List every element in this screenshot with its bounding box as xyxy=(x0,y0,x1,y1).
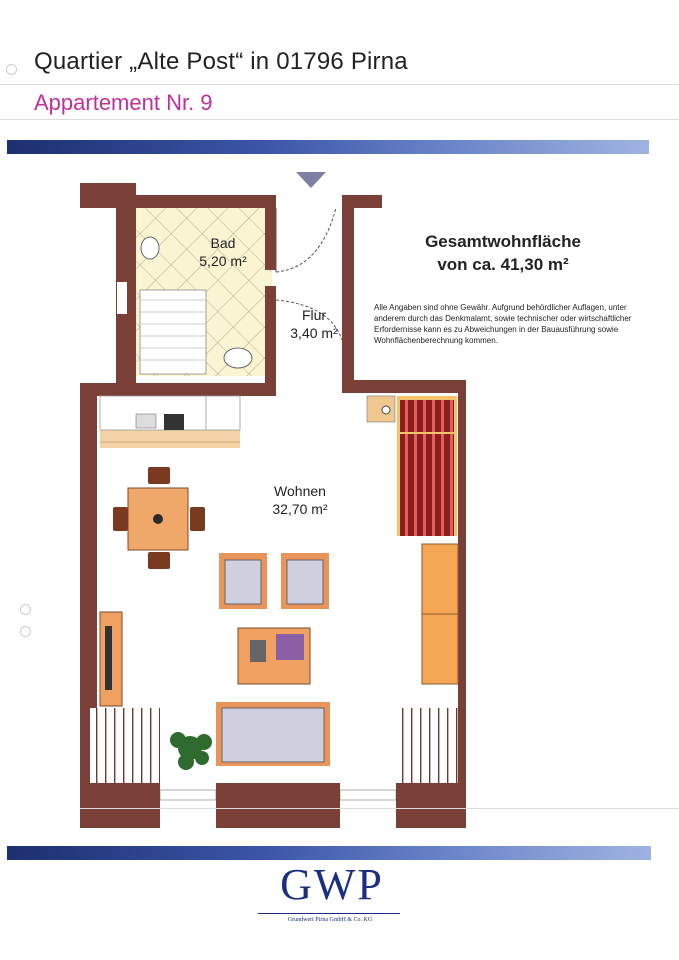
sink-icon xyxy=(224,348,252,368)
room-area-wohnen: 32,70 m² xyxy=(272,501,328,517)
plant-icon xyxy=(170,732,212,770)
bed xyxy=(367,396,457,536)
room-area-bad: 5,20 m² xyxy=(199,253,247,269)
total-area-heading xyxy=(372,230,634,276)
punch-hole xyxy=(6,64,17,75)
room-area-flur: 3,40 m² xyxy=(290,325,338,341)
page-title: Quartier „Alte Post“ in 01796 Pirna xyxy=(34,48,408,75)
divider xyxy=(0,119,679,120)
apartment-number: Appartement Nr. 9 xyxy=(34,90,213,115)
company-logo: GWP xyxy=(280,860,384,909)
total-area-line2: von ca. 41,30 m² xyxy=(437,255,569,274)
divider xyxy=(0,84,679,85)
toilet-icon xyxy=(141,237,159,259)
room-name-bad: Bad xyxy=(210,235,236,251)
company-name: Grundwert Pirna GmbH & Co. KG xyxy=(287,917,373,923)
room-name-wohnen: Wohnen xyxy=(274,483,326,499)
sofa xyxy=(216,702,330,766)
room-name-flur: Flur xyxy=(301,307,327,323)
total-area-line1: Gesamtwohnfläche xyxy=(425,232,581,251)
armchairs xyxy=(219,553,329,609)
disclaimer-text: Alle Angaben sind ohne Gewähr. Aufgrund behördlicher Auflagen, unter anderem durch das Denkmalamt, sowie technischer oder wirtschaftlicher Erfordernisse kann es zu Abweichungen in der Bauausführung sowie Wohnflächenberechnung kommen. xyxy=(374,303,632,345)
top-color-bar xyxy=(7,140,649,154)
logo-underline xyxy=(258,913,400,914)
bottom-color-bar xyxy=(7,846,651,860)
dining-table xyxy=(113,467,205,569)
